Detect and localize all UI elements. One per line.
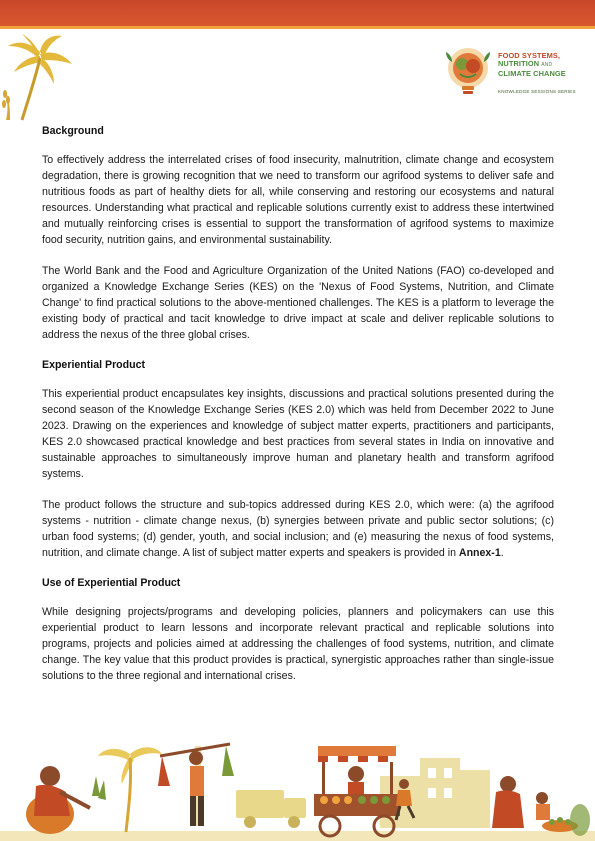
- logo-line3: CLIMATE CHANGE: [498, 68, 566, 78]
- lightbulb-logo-icon: [440, 44, 496, 98]
- background-paragraph-2: The World Bank and the Food and Agriculture Organization of the United Nations (FAO) co-developed and organized a Knowledge Exchange Series (KES) on the 'Nexus of Food Systems, Nutrition, and Climate Change' to find practical solutions to the above-mentioned challenges. The KES is a platform to leverage the existing body of practical and tacit knowledge to drive impact at scale and deliver replicable solutions to address the nexus of the three global crises.: [42, 265, 554, 341]
- experiential-paragraph-2-text: The product follows the structure and sub-topics addressed during KES 2.0, which were: (a) the agrifood systems - nutrition - climate change nexus, (b) synergies between private and public sector solutions; (c) urban food systems; (d) gender, youth, and social inclusion; and (e) measuring the nexus of food systems, nutrition, and climate change. A list of subject matter experts and speakers is provided in: [42, 499, 554, 559]
- series-logo: [440, 44, 580, 98]
- background-paragraph-1: To effectively address the interrelated crises of food insecurity, malnutrition, climate change and ecosystem degradation, there is growing recognition that we need to transform our agrifood systems to deliver safe and nutritious foods as part of healthy diets for all, while conserving and restoring our ecosystems and natural resources. Understanding what practical and replicable solutions currently exist to address these intertwined and mutually reinforcing crises is essential to support the transformation of agrifood systems to maximize food security, nutrition gains, and environmental sustainability.: [42, 154, 554, 246]
- logo-title: [498, 52, 582, 78]
- logo-subtitle: KNOWLEDGE SESSIONS SERIES: [498, 89, 576, 94]
- heading-background: Background: [42, 125, 104, 137]
- experiential-paragraph-2-end: .: [500, 547, 504, 559]
- bottom-illustration: [0, 736, 595, 841]
- main-content: [42, 124, 554, 684]
- heading-use-of-product: Use of Experiential Product: [42, 577, 181, 589]
- top-header-bar: [0, 0, 595, 26]
- logo-line2-small: AND: [541, 62, 553, 69]
- use-paragraph-1: While designing projects/programs and developing policies, planners and policymakers can use this experiential product to learn lessons and incorporate relevant practical and replicable solutions into programs, projects and policies aimed at addressing the challenges of food systems, nutrition, and climate change. The key value that this product provides is practical, synergistic approaches rather than single-issue solutions to the three regional and international crises.: [42, 606, 554, 682]
- logo-line2: NUTRITION: [498, 59, 540, 69]
- annex-reference: Annex-1: [458, 547, 501, 559]
- palm-leaf-illustration: [0, 32, 80, 122]
- logo-line1: FOOD SYSTEMS,: [498, 51, 561, 60]
- experiential-paragraph-1: This experiential product encapsulates key insights, discussions and practical solutions presented during the second season of the Knowledge Exchange Series (KES 2.0) which was held from December 2022 to June 2023. Drawing on the experiences and knowledge of subject matter experts, practitioners and participants, KES 2.0 showcased practical knowledge and best practices from several states in India on innovative and sustainable approaches to simultaneously improve human and planetary health and transform agrifood systems.: [42, 388, 554, 480]
- heading-experiential-product: Experiential Product: [42, 359, 146, 371]
- top-accent-line: [0, 26, 595, 29]
- experiential-paragraph-2: [42, 497, 554, 561]
